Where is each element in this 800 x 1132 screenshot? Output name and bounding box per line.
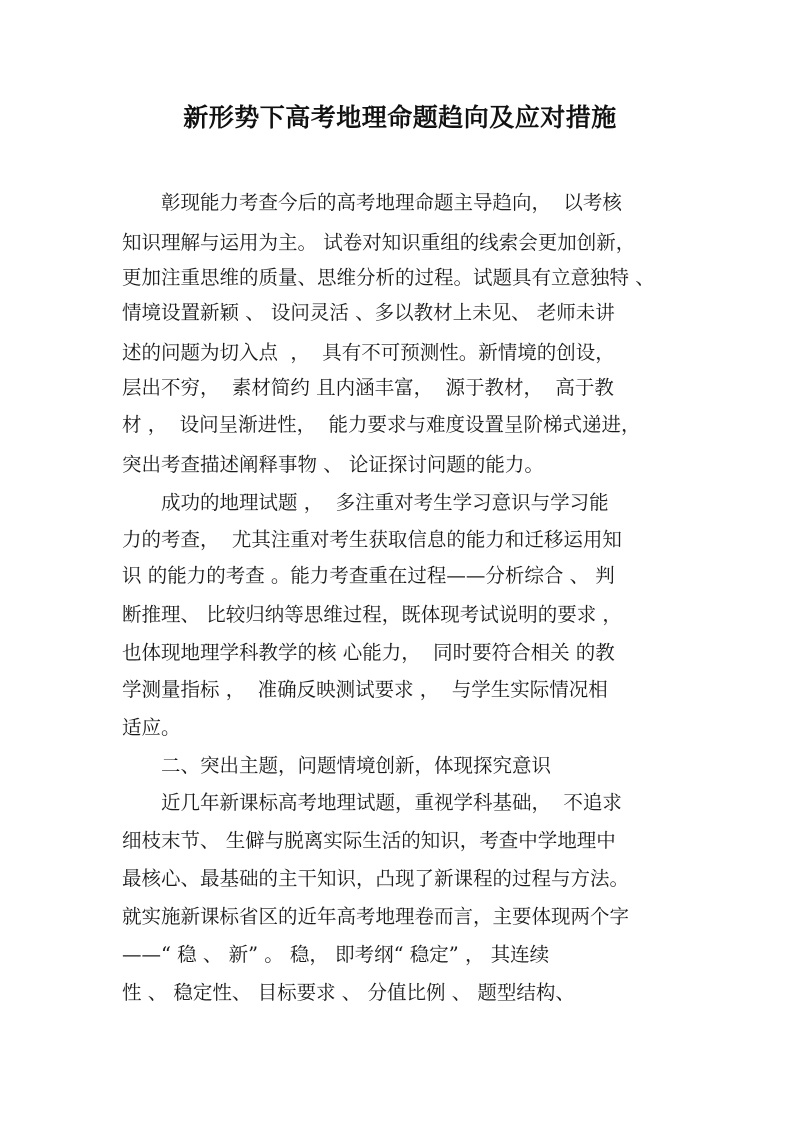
paragraph-line: 彰现能力考查今后的高考地理命题主导趋向， 以考核 (122, 191, 622, 214)
paragraph-line: 更加注重思维的质量、思维分析的过程。试题具有立意独特 、 (122, 266, 655, 289)
paragraph-line: 细枝末节、 生僻与脱离实际生活的知识，考查中学地理中 (122, 829, 616, 852)
paragraph-line: 性 、 稳定性、 目标要求 、 分值比例 、 题型结构、 (122, 981, 575, 1004)
document-title: 新形势下高考地理命题趋向及应对措施 (183, 103, 617, 132)
paragraph-line: 成功的地理试题 ， 多注重对考生学习意识与学习能 (122, 491, 609, 514)
paragraph-line: 知识理解与运用为主。 试卷对知识重组的线索会更加创新， (122, 231, 636, 254)
paragraph-line: 情境设置新颖 、 设问灵活 、多以教材上未见、 老师未讲 (122, 301, 615, 324)
paragraph-line: 断推理、 比较归纳等思维过程，既体现考试说明的要求 ， (122, 603, 622, 626)
paragraph-line: 最核心、最基础的主干知识，凸现了新课程的过程与方法。 (122, 867, 630, 890)
paragraph-line: 就实施新课标省区的近年高考地理卷而言，主要体现两个字 (122, 905, 630, 928)
paragraph-line: 识 的能力的考查 。能力考查重在过程——分析综合 、 判 (122, 564, 615, 587)
paragraph-line: 力的考查， 尤其注重对考生获取信息的能力和迁移运用知 (122, 528, 622, 551)
paragraph-line: ——“ 稳 、 新” 。 稳， 即考纲“ 稳定” ， 其连续 (122, 943, 550, 966)
paragraph-line: 也体现地理学科教学的核 心能力， 同时要符合相关 的教 (122, 641, 615, 664)
paragraph-line: 层出不穷， 素材简约 且内涵丰富， 源于教材， 高于教 (122, 376, 614, 399)
paragraph-line: 适应。 (122, 716, 181, 739)
paragraph-line: 材 ， 设问呈渐进性， 能力要求与难度设置呈阶梯式递进， (122, 413, 641, 436)
paragraph-line: 述的问题为切入点 ， 具有不可预测性。新情境的创设， (122, 341, 615, 364)
paragraph-line: 突出考查描述阐释事物 、 论证探讨问题的能力。 (122, 453, 544, 476)
section-heading: 二、突出主题，问题情境创新，体现探究意识 (122, 754, 552, 777)
paragraph-line: 学测量指标 ， 准确反映测试要求 ， 与学生实际情况相 (122, 678, 608, 701)
paragraph-line: 近几年新课标高考地理试题，重视学科基础， 不追求 (122, 791, 622, 814)
